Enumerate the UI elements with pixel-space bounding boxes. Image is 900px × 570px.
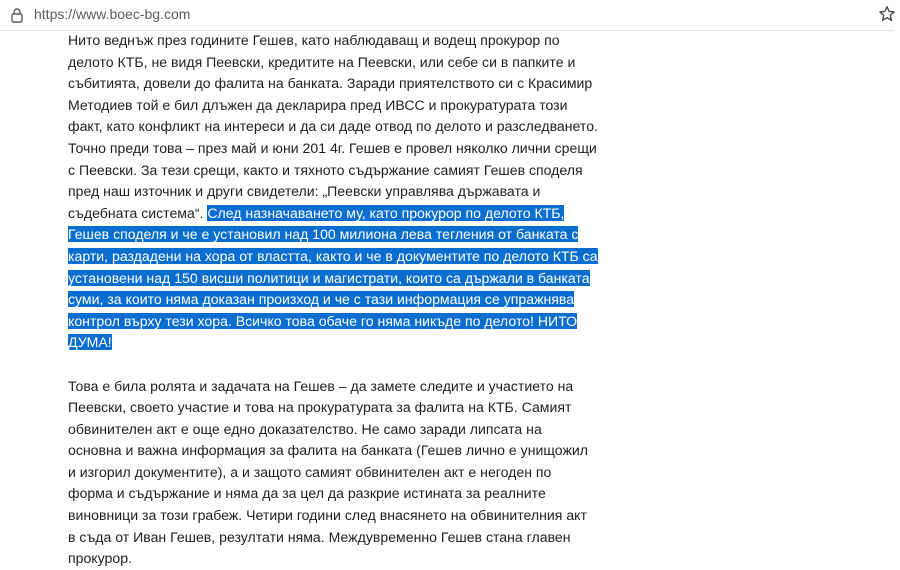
lock-icon[interactable] <box>10 7 24 23</box>
address-bar[interactable] <box>0 0 900 31</box>
paragraph-1 <box>68 30 598 354</box>
paragraph-2: Това е била ролята и задачата на Гешев – да замете следите и участието на Пеевски, своето участие и това на прокуратурата за фалита на КТБ. Самият обвинителен акт е още едно доказателство. Не само заради липсата на основна и важна информация за фалита на банката (Гешев лично е унищожил и изгорил документите), а и защото самият обвинителен акт е негоден по форма и съдържание и няма да за цел да разкрие истината за реалните виновници за този грабеж. Четири години след внасянето на обвинителния акт в съда от Иван Гешев, резултати няма. Междувременно Гешев стана главен прокурор. <box>68 377 589 567</box>
article-body <box>68 30 598 570</box>
star-icon[interactable] <box>878 5 896 23</box>
url-text[interactable]: https://www.boec-bg.com <box>34 6 191 22</box>
scrollbar[interactable] <box>894 30 900 538</box>
selected-text[interactable]: След назначаването му, като прокурор по делото КТБ, Гешев споделя и че е установил над 100 милиона лева тегления от банката с карти, раздадени на хора от властта, както и че в документите по делото КТБ са установени над 150 висши политици и магистрати, които са държали в банката суми, за които няма доказан произход и че с тази информация се упражнява контрол върху тези хора. Всичко това обаче го няма никъде по делото! НИТО ДУМА! <box>68 204 598 351</box>
paragraph-1-text: Нито веднъж през годините Гешев, като наблюдаващ и водещ прокурор по делото КТБ, не видя Пеевски, кредитите на Пеевски, или себе си в папките и събитията, довели до фалита на банката. Заради приятелството си с Красимир Методиев той е бил длъжен да декларира пред ИВСС и прокуратурата този факт, като конфликт на интереси и да си даде отвод по делото и разследването. Точно преди това – през май и юни 201 4г. Гешев е провел няколко лични срещи с Пеевски. За тези срещи, както и тяхното съдържание самият Гешев споделя пред наш източник и други свидетели: „Пеевски управлява държавата и съдебната система“. <box>68 32 598 221</box>
